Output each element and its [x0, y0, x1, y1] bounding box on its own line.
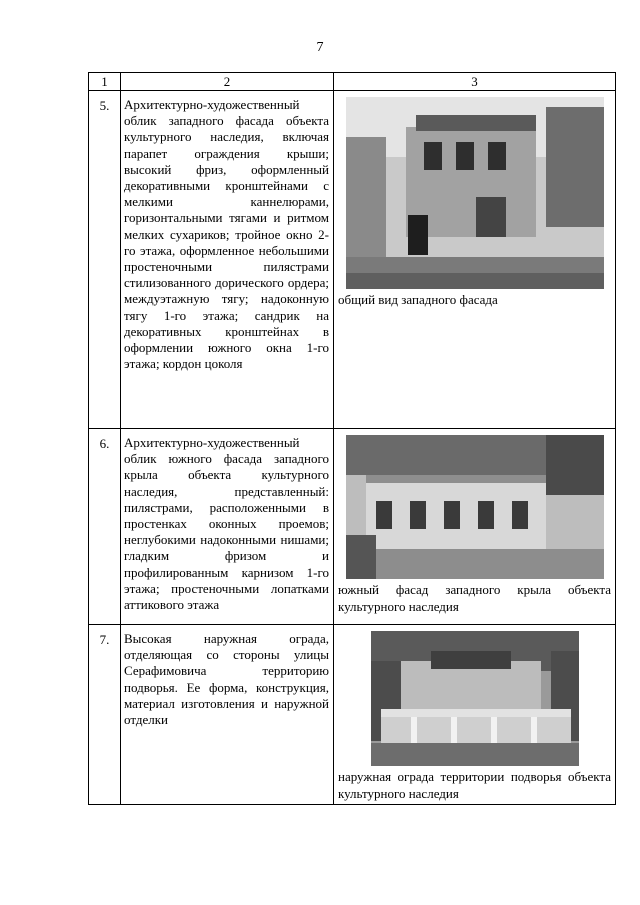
column-header-2: 2 [121, 73, 334, 91]
row-description [121, 91, 334, 429]
table-header-row [89, 73, 616, 91]
column-header-3: 3 [334, 73, 616, 91]
photo-cell [334, 91, 616, 429]
description-text: Архитектурно-художественный облик западного фасада объекта культурного наследия, включая парапет ограждения крыши; высокий фриз, оформленный декоративными кронштейнами с мелкими каннелюрами, горизонтальными тягами и ритмом мелких сухариков; тройное окно 2-го этажа, оформленное небольшими простеночными пилястрами стилизованного дорического ордера; междуэтажную тягу; надоконную тягу 1-го этажа; сандрик на декоративных кронштейнах в оформлении южного окна 1-го этажа; кордон цоколя [124, 97, 329, 372]
south-facade-photo [346, 435, 604, 579]
table-row [89, 91, 616, 429]
table-row [89, 429, 616, 625]
table-row [89, 625, 616, 805]
row-description [121, 429, 334, 625]
description-text: Высокая наружная ограда, отделяющая со стороны улицы Серафимовича территорию подворья. Ее форма, конструкция, материал изготовления и наружной отделки [124, 631, 329, 728]
photo-cell [334, 429, 616, 625]
photo-caption: общий вид западного фасада [338, 292, 498, 307]
row-number: 5. [89, 91, 121, 429]
column-header-1: 1 [89, 73, 121, 91]
description-text: Архитектурно-художественный облик южного фасада западного крыла объекта культурного наследия, представленный: пилястрами, расположенными в простенках оконных проемов; неглубокими надоконными нишами; гладким фризом и профилированным карнизом 1-го этажа; простеночными лопатками аттикового этажа [124, 435, 329, 613]
photo-caption: наружная ограда территории подворья объекта культурного наследия [338, 769, 611, 801]
heritage-table [88, 72, 616, 805]
page-number: 7 [316, 40, 324, 55]
fence-photo [371, 631, 579, 766]
row-description [121, 625, 334, 805]
row-number: 7. [89, 625, 121, 805]
photo-cell [334, 625, 616, 805]
row-number: 6. [89, 429, 121, 625]
west-facade-photo [346, 97, 604, 289]
photo-caption: южный фасад западного крыла объекта культурного наследия [338, 582, 611, 614]
